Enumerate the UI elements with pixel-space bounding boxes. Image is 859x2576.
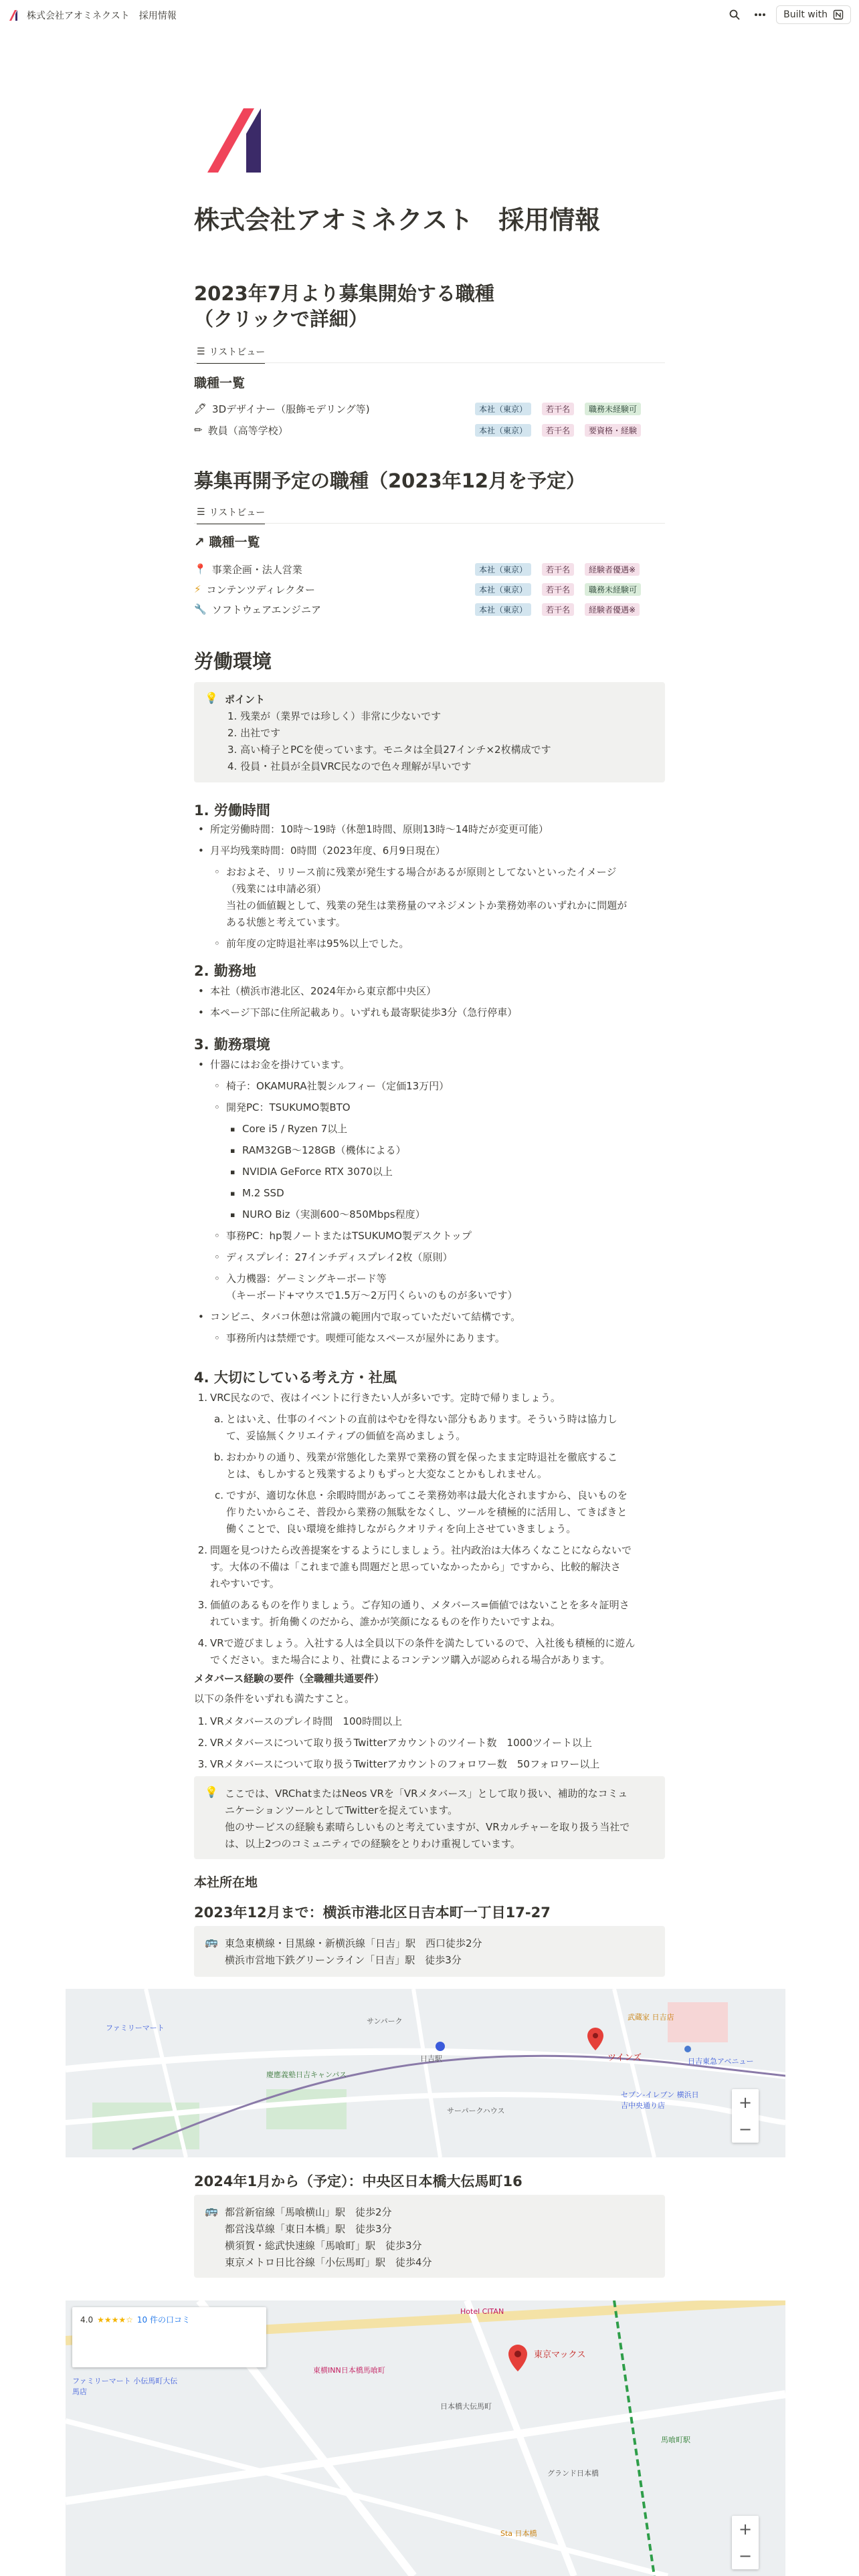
map-label: サーパークハウス bbox=[447, 2107, 505, 2115]
map-info-card bbox=[72, 2307, 266, 2367]
map-label: ファミリーマート 小伝馬町大伝馬店 bbox=[72, 2377, 178, 2396]
office-now-access bbox=[194, 1926, 665, 1977]
map-label: 武蔵家 日吉店 bbox=[628, 2013, 674, 2022]
map-label: ファミリーマート bbox=[106, 2024, 165, 2032]
note-line: は、以上2つのコミュニティでの経験をとりわけ重視しています。 bbox=[225, 1838, 520, 1850]
tag-location: 本社（東京） bbox=[475, 563, 531, 576]
tag-headcount: 若干名 bbox=[542, 563, 574, 576]
job-list-title: 職種一覧 bbox=[194, 376, 246, 391]
list-item: ◦ ディスプレイ：27インチディスプレイ2枚（原則） bbox=[210, 1249, 665, 1266]
point-item: 4. 役員・社員が全員VRC民なので色々理解が早いです bbox=[227, 760, 472, 772]
tag-experience: 要資格・経験 bbox=[585, 424, 641, 437]
meta-note-callout bbox=[194, 1776, 665, 1859]
map-hiyoshi[interactable] bbox=[66, 1989, 785, 2157]
list-icon: ☰ bbox=[197, 346, 205, 357]
list-item: ◦ 事務所内は禁煙です。喫煙可能なスペースが屋外にあります。 bbox=[210, 1330, 665, 1347]
values-list bbox=[194, 1390, 665, 1669]
list-item: ◦ 入力機器：ゲーミングキーボード等 （キーボード+マウスで1.5万〜2万円くらいのものが多いです） bbox=[210, 1271, 665, 1304]
list-item: ◦ 事務PC：hp製ノートまたはTSUKUMO製デスクトップ bbox=[210, 1228, 665, 1245]
tag-location: 本社（東京） bbox=[475, 583, 531, 596]
spec-item: ▪ NURO Biz（実測600〜850Mbps程度） bbox=[226, 1206, 665, 1223]
list-item: ◦ 前年度の定時退社率は95%以上でした。 bbox=[210, 936, 665, 952]
map-label: 馬喰町駅 bbox=[661, 2436, 690, 2444]
tag-headcount: 若干名 bbox=[542, 583, 574, 596]
list-item: • 本社（横浜市港北区、2024年から東京都中央区） bbox=[194, 983, 665, 1000]
zoom-out-button[interactable]: − bbox=[738, 2120, 753, 2139]
access-line: 東急東横線・目黒線・新横浜線「日吉」駅 西口徒歩2分 bbox=[225, 1937, 482, 1949]
map-zoom-control[interactable] bbox=[732, 2516, 759, 2569]
note-line: ニケーションツールとしてTwitterを捉えています。 bbox=[225, 1804, 458, 1816]
tag-headcount: 若干名 bbox=[542, 403, 574, 415]
office-heading: 本社所在地 bbox=[194, 1875, 258, 1890]
access-line: 横須賀・総武快速線「馬喰町」駅 徒歩3分 bbox=[225, 2240, 422, 2252]
list-item: 2. VRメタバースについて取り扱うTwitterアカウントのツイート数 1000ツイート以上 bbox=[197, 1737, 592, 1749]
lightning-icon: ⚡ bbox=[194, 583, 201, 595]
list-item: ◦ 開発PC：TSUKUMO製BTO bbox=[210, 1099, 665, 1116]
map-pin-label: 東京マックス bbox=[534, 2350, 586, 2360]
list-item: • コンビニ、タバコ休憩は常識の範囲内で取っていただいて結構です。 bbox=[194, 1309, 665, 1325]
labor-heading: 労働環境 bbox=[194, 650, 272, 673]
meta-req-intro: 以下の条件をいずれも満たすこと。 bbox=[194, 1693, 355, 1705]
job-title: 3Dデザイナー（服飾モデリング等) bbox=[212, 403, 370, 415]
list-item: • 月平均残業時間：0時間（2023年度、6月9日現在） bbox=[194, 843, 665, 859]
map-pin-label: ツインズ bbox=[607, 2053, 642, 2063]
section-reopen-heading: 募集再開予定の職種（2023年12月を予定） bbox=[194, 469, 586, 492]
wrench-icon: 🔧 bbox=[194, 603, 207, 615]
job-list-title: ↗ 職種一覧 bbox=[194, 535, 260, 550]
map-label: 東横INN日本橋馬喰町 bbox=[313, 2366, 385, 2375]
map-label: 日本橋大伝馬町 bbox=[440, 2402, 492, 2411]
note-line: 他のサービスの経験も素晴らしいものと考えていますが、VRカルチャーを取り扱う当社で bbox=[225, 1821, 630, 1833]
office-now-heading: 2023年12月まで：横浜市港北区日吉本町一丁目17-27 bbox=[194, 1905, 551, 1921]
bus-icon: 🚌 bbox=[205, 2204, 218, 2217]
env-heading: 3. 勤務環境 bbox=[194, 1037, 270, 1053]
map-label: 日吉東急アベニュー bbox=[688, 2057, 754, 2066]
job-row[interactable] bbox=[194, 420, 665, 440]
list-icon: ☰ bbox=[197, 507, 205, 518]
zoom-in-button[interactable]: + bbox=[738, 2093, 753, 2112]
list-item: 1. VRメタバースのプレイ時間 100時間以上 bbox=[197, 1715, 403, 1727]
map-label: グランド日本橋 bbox=[547, 2469, 599, 2478]
tag-location: 本社（東京） bbox=[475, 603, 531, 616]
breadcrumb-title[interactable]: 株式会社アオミネクスト 採用情報 bbox=[27, 10, 177, 21]
list-item: ◦ 椅子：OKAMURA社製シルフィー（定価13万円） bbox=[210, 1078, 665, 1095]
site-logo-icon bbox=[8, 9, 21, 22]
list-item: • 本ページ下部に住所記載あり。いずれも最寄駅徒歩3分（急行停車） bbox=[194, 1004, 665, 1021]
office-next-access bbox=[194, 2195, 665, 2278]
search-icon[interactable] bbox=[725, 5, 744, 24]
list-item: b. おわかりの通り、残業が常態化した業界で業務の質を保ったまま定時退社を徹底するこ とは、もしかすると残業するよりもずっと大変なことかもしれません。 bbox=[213, 1451, 618, 1480]
star-rating-icon: ★★★★☆ bbox=[97, 2315, 133, 2325]
values-heading: 4. 大切にしている考え方・社風 bbox=[194, 1370, 397, 1386]
more-icon[interactable] bbox=[751, 5, 769, 24]
access-line: 東京メトロ日比谷線「小伝馬町」駅 徒歩4分 bbox=[225, 2256, 432, 2268]
list-item: 3. 価値のあるものを作りましょう。ご存知の通り、メタバース=価値ではないことを多々証明さ れています。折角働くのだから、誰かが笑顔になるものを作りたいですよね。 bbox=[197, 1599, 630, 1628]
tab-label: リストビュー bbox=[209, 508, 266, 518]
spec-item: ▪ NVIDIA GeForce RTX 3070以上 bbox=[226, 1164, 665, 1180]
point-item: 3. 高い椅子とPCを使っています。モニタは全員27インチ×2枚構成です bbox=[227, 744, 551, 756]
job-title: 教員（高等学校） bbox=[207, 424, 288, 437]
office-next-heading: 2024年1月から（予定）：中央区日本橋大伝馬町16 bbox=[194, 2173, 522, 2189]
job-title: 事業企画・法人営業 bbox=[211, 563, 302, 576]
spec-item: ▪ Core i5 / Ryzen 7以上 bbox=[226, 1121, 665, 1138]
company-logo bbox=[207, 107, 281, 174]
map-card-rating: 4.0 bbox=[80, 2315, 94, 2325]
tag-location: 本社（東京） bbox=[475, 403, 531, 415]
pencil-icon: 🖊 bbox=[194, 403, 207, 415]
list-item: 4. VRで遊びましょう。入社する人は全員以下の条件を満たしているので、入社後も積極的に遊ん でください。また場合により、社費によるコンテンツ購入が認められる場合があります。 bbox=[197, 1637, 636, 1666]
zoom-in-button[interactable]: + bbox=[738, 2520, 753, 2539]
map-zoom-control[interactable] bbox=[732, 2089, 759, 2143]
built-with-button[interactable] bbox=[776, 5, 851, 24]
job-row[interactable] bbox=[194, 559, 665, 579]
note-line: ここでは、VRChatまたはNeos VRを「VRメタバース」として取り扱い、補助的なコミュ bbox=[225, 1788, 628, 1800]
map-label: Sta 日本橋 bbox=[500, 2529, 537, 2538]
pencil-icon: ✏ bbox=[194, 424, 203, 436]
job-title: ソフトウェアエンジニア bbox=[211, 603, 321, 616]
tag-headcount: 若干名 bbox=[542, 424, 574, 437]
spec-item: ▪ RAM32GB〜128GB（機体による） bbox=[226, 1142, 665, 1159]
map-label: 日吉駅 bbox=[420, 2054, 442, 2063]
zoom-out-button[interactable]: − bbox=[738, 2547, 753, 2565]
tag-headcount: 若干名 bbox=[542, 603, 574, 616]
map-card-review-count[interactable]: 10 件の口コミ bbox=[136, 2315, 190, 2325]
job-row[interactable] bbox=[194, 579, 665, 599]
pin-icon: 📍 bbox=[194, 563, 207, 575]
point-item: 2. 出社です bbox=[227, 727, 281, 739]
list-item: • 所定労働時間：10時〜19時（休憩1時間、原則13時〜14時だが変更可能） bbox=[194, 821, 665, 838]
meta-req-title: メタバース経験の要件（全職種共通要件） bbox=[194, 1673, 385, 1685]
list-item: c. ですが、適切な休息・余暇時間があってこそ業務効率は最大化されますから、良いものを 作りたいからこそ、普段から業務の無駄をなくし、ツールを積極的に活用し、てきぱきと 働くことで、良い環境を維持しながらクオリティを向上させていきましょう。 bbox=[214, 1489, 628, 1535]
page-title: 株式会社アオミネクスト 採用情報 bbox=[194, 205, 601, 235]
list-item: • 什器にはお金を掛けています。 bbox=[194, 1057, 665, 1073]
point-title: ポイント bbox=[225, 693, 266, 706]
access-line: 横浜市営地下鉄グリーンライン「日吉」駅 徒歩3分 bbox=[225, 1954, 462, 1966]
lightbulb-icon: 💡 bbox=[205, 1786, 218, 1798]
access-line: 都営新宿線「馬喰横山」駅 徒歩2分 bbox=[225, 2206, 392, 2218]
tab-divider bbox=[194, 362, 665, 363]
map-label: 慶應義塾日吉キャンパス bbox=[266, 2070, 347, 2079]
list-item: ◦ おおよそ、リリース前に残業が発生する場合があるが原則としてないといったイメージ （残業には申請必須） 当社の価値観として、残業の発生は業務量のマネジメントか業務効率のいずれかに問題が ある状態と考えています。 bbox=[210, 864, 665, 931]
map-label: Hotel CITAN bbox=[460, 2307, 504, 2316]
job-row[interactable] bbox=[194, 399, 665, 419]
job-row[interactable] bbox=[194, 599, 665, 619]
list-item: 2. 問題を見つけたら改善提案をするようにしましょう。社内政治は大体ろくなことにならないで す。大体の不備は「これまで誰も問題だと思っていなかったから」ですから、比較的解決さ れやすいです。 bbox=[197, 1544, 632, 1590]
access-line: 都営浅草線「東日本橋」駅 徒歩3分 bbox=[225, 2223, 392, 2235]
bus-icon: 🚌 bbox=[205, 1935, 218, 1948]
list-item: 3. VRメタバースについて取り扱うTwitterアカウントのフォロワー数 50フォロワー以上 bbox=[197, 1758, 600, 1770]
map-label: サンパーク bbox=[367, 2017, 403, 2026]
built-with-label: Built with bbox=[783, 9, 828, 20]
env-list bbox=[194, 1057, 665, 1347]
map-label: セブン-イレブン 横浜日吉中央通り店 bbox=[621, 2090, 699, 2110]
map-nihonbashi[interactable] bbox=[66, 2300, 785, 2576]
arrow-up-right-icon: ↗ bbox=[194, 535, 209, 550]
lightbulb-icon: 💡 bbox=[205, 691, 218, 704]
meta-req-list bbox=[194, 1713, 665, 1773]
tab-list-view-open[interactable] bbox=[197, 345, 265, 364]
place-heading: 2. 勤務地 bbox=[194, 963, 256, 979]
section-open-heading-line2: （クリックで詳細） bbox=[194, 308, 368, 330]
tab-label: リストビュー bbox=[209, 347, 266, 358]
point-callout bbox=[194, 682, 665, 782]
spec-item: ▪ M.2 SSD bbox=[226, 1185, 665, 1202]
tab-list-view-reopen[interactable] bbox=[197, 506, 265, 524]
list-item: a. とはいえ、仕事のイベントの直前はやむを得ない部分もあります。そういう時は協力し て、妥協無くクリエイティブの価値を高めましょう。 bbox=[214, 1413, 617, 1442]
place-list bbox=[194, 983, 665, 1021]
notion-logo-icon bbox=[833, 9, 844, 20]
point-item: 1. 残業が（業界では珍しく）非常に少ないです bbox=[227, 710, 442, 722]
list-item: 1. VRC民なので、夜はイベントに行きたい人が多いです。定時で帰りましょう。 bbox=[197, 1392, 561, 1404]
hours-list bbox=[194, 821, 665, 952]
tab-divider bbox=[194, 523, 665, 524]
tag-experience: 職務未経験可 bbox=[585, 583, 641, 596]
top-bar bbox=[0, 0, 859, 30]
hours-heading: 1. 労働時間 bbox=[194, 802, 270, 819]
job-title: コンテンツディレクター bbox=[206, 583, 315, 596]
tag-experience: 経験者優遇※ bbox=[585, 563, 640, 576]
tag-experience: 職務未経験可 bbox=[585, 403, 641, 415]
tag-experience: 経験者優遇※ bbox=[585, 603, 640, 616]
section-open-heading-line1: 2023年7月より募集開始する職種 bbox=[194, 282, 494, 305]
tag-location: 本社（東京） bbox=[475, 424, 531, 437]
